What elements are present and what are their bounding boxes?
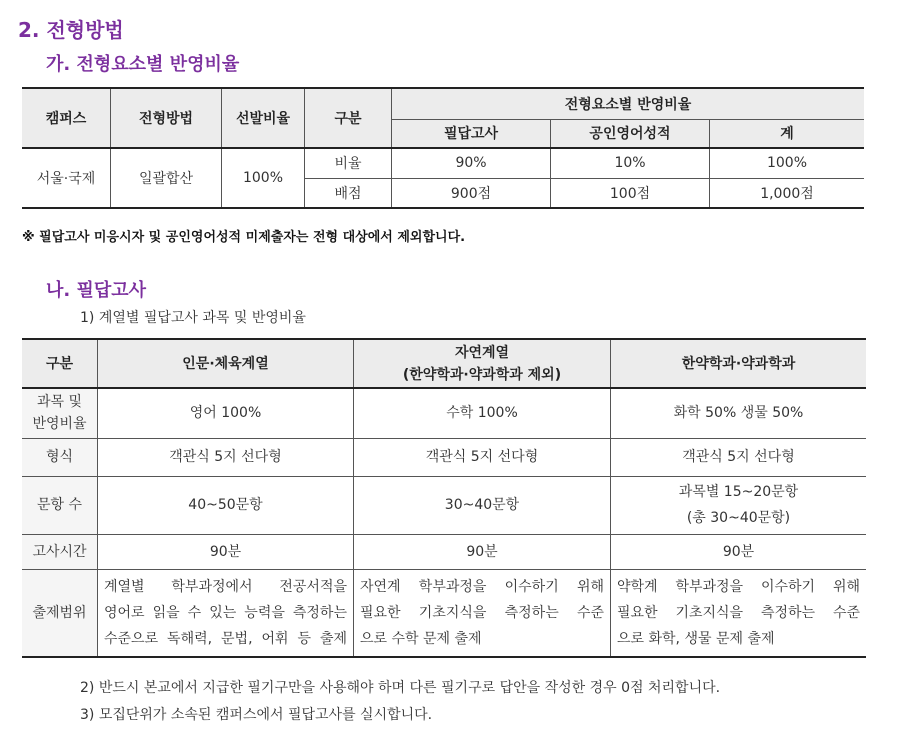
row-label-line: 과목 및 [36, 394, 83, 411]
cell-count-pharmacy [611, 476, 867, 534]
sub-b-title: 나. 필답고사 [46, 280, 147, 301]
count-line: (총 30~40문항) [686, 510, 791, 526]
cell-row-label: 배점 [305, 178, 392, 208]
th-category: 구분 [305, 88, 392, 148]
cell-row-label: 비율 [305, 148, 392, 178]
sub-a-title: 가. 전형요소별 반영비율 [46, 54, 240, 75]
exam-subject-table [22, 338, 866, 658]
cell-subject-humanities: 영어 100% [98, 388, 354, 438]
cell-english: 100점 [551, 178, 710, 208]
scope-line: 영어로 읽을 수 있는 능력을 측정하는 [104, 604, 347, 621]
scope-line: 으로 수학 문제 출제 [360, 630, 482, 647]
cell-time-natural: 90분 [354, 534, 611, 569]
footnote-2: 2) 반드시 본교에서 지급한 필기구만을 사용해야 하며 다른 필기구로 답안을 작성한 경우 0점 처리합니다. [80, 680, 721, 696]
cell-ratio: 100% [222, 148, 305, 208]
scope-line: 필요한 기초지식을 측정하는 수준 [360, 604, 604, 621]
cell-total: 1,000점 [710, 178, 865, 208]
scope-line: 필요한 기초지식을 측정하는 수준 [617, 604, 860, 621]
row-label-line: 반영비율 [32, 416, 87, 433]
row-label-subject [22, 388, 98, 438]
th-humanities: 인문·체육계열 [98, 339, 354, 388]
row-label-format: 형식 [22, 438, 98, 476]
sub-b-item-1: 1) 계열별 필답고사 과목 및 반영비율 [80, 310, 306, 326]
cell-count-humanities: 40~50문항 [98, 476, 354, 534]
scope-line: 계열별 학부과정에서 전공서적을 [104, 578, 347, 595]
cell-english: 10% [551, 148, 710, 178]
section-title: 2. 전형방법 [18, 18, 124, 42]
cell-method: 일괄합산 [111, 148, 222, 208]
row-label-scope: 출제범위 [22, 569, 98, 657]
cell-total: 100% [710, 148, 865, 178]
cell-scope-natural [354, 569, 611, 657]
footnote-3: 3) 모집단위가 소속된 캠퍼스에서 필답고사를 실시합니다. [80, 707, 433, 723]
th-natural [354, 339, 611, 388]
th-total: 계 [710, 119, 865, 148]
cell-format-pharmacy: 객관식 5지 선다형 [611, 438, 867, 476]
count-line: 과목별 15~20문항 [678, 484, 799, 500]
cell-time-pharmacy: 90분 [611, 534, 867, 569]
cell-time-humanities: 90분 [98, 534, 354, 569]
row-label-count: 문항 수 [22, 476, 98, 534]
scope-line: 자연계 학부과정을 이수하기 위해 [360, 578, 604, 595]
th-campus: 캠퍼스 [22, 88, 111, 148]
th-pharmacy: 한약학과·약과학과 [611, 339, 867, 388]
scope-line: 약학계 학부과정을 이수하기 위해 [617, 578, 860, 595]
th-ratio: 선발비율 [222, 88, 305, 148]
th-written: 필답고사 [392, 119, 551, 148]
th-natural-line2: (한약학과·약과학과 제외) [402, 366, 562, 383]
scope-line: 으로 화학, 생물 문제 출제 [617, 630, 775, 647]
cell-subject-pharmacy: 화학 50% 생물 50% [611, 388, 867, 438]
th-category: 구분 [22, 339, 98, 388]
cell-written: 90% [392, 148, 551, 178]
cell-campus: 서울·국제 [22, 148, 111, 208]
th-english: 공인영어성적 [551, 119, 710, 148]
th-method: 전형방법 [111, 88, 222, 148]
th-group: 전형요소별 반영비율 [392, 88, 865, 119]
ratio-table [22, 87, 864, 209]
cell-scope-humanities [98, 569, 354, 657]
exclusion-note: ※ 필답고사 미응시자 및 공인영어성적 미제출자는 전형 대상에서 제외합니다. [22, 230, 466, 245]
cell-written: 900점 [392, 178, 551, 208]
cell-format-humanities: 객관식 5지 선다형 [98, 438, 354, 476]
cell-count-natural: 30~40문항 [354, 476, 611, 534]
cell-subject-natural: 수학 100% [354, 388, 611, 438]
cell-scope-pharmacy [611, 569, 867, 657]
cell-format-natural: 객관식 5지 선다형 [354, 438, 611, 476]
scope-line: 수준으로 독해력, 문법, 어휘 등 출제 [104, 630, 347, 647]
row-label-time: 고사시간 [22, 534, 98, 569]
th-natural-line1: 자연계열 [454, 344, 510, 361]
